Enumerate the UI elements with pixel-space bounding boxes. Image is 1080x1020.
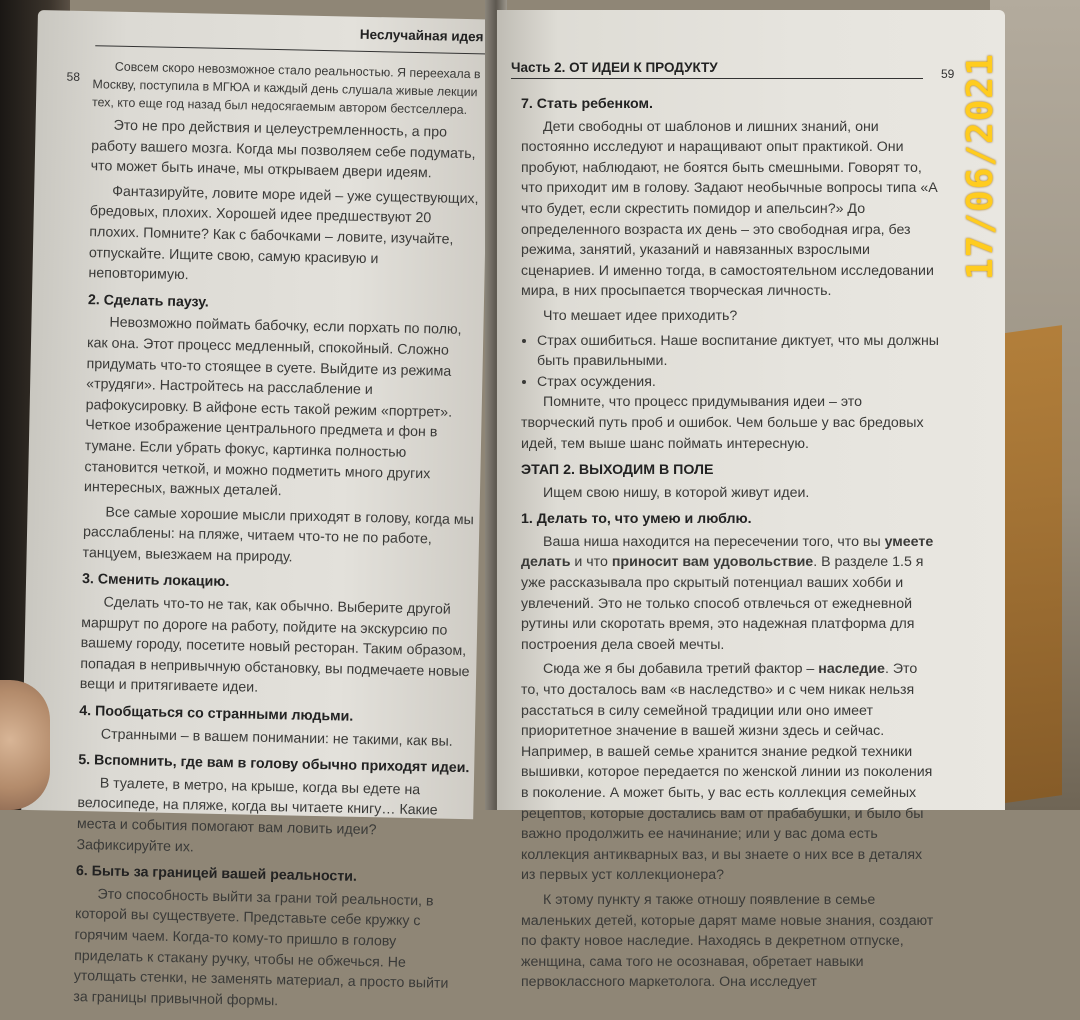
subheading: 2. Сделать паузу. <box>87 291 209 311</box>
bold-phrase: наследие <box>818 661 885 678</box>
paragraph: В туалете, в метро, на крыше, когда вы едете на велосипеде, на пляже, когда вы читаете книгу… Какие места и события помогают вам ловить идеи? Зафиксируйте их. <box>76 775 438 856</box>
right-header-rule <box>511 78 923 79</box>
paragraph: Это не про действия и целеустремленность, а про работу вашего мозга. Когда мы позволяем себе подумать, что может быть иначе, мы открываем двери идеям. <box>90 117 476 182</box>
section-heading: ЭТАП 2. ВЫХОДИМ В ПОЛЕ <box>521 462 714 479</box>
paragraph: Фантазируйте, ловите море идей – уже существующих, бредовых, плохих. Хорошей идее предшествуют 20 плохих. Помните? Как с бабочками – ловите, изучайте, отпускайте. Ищите свою, самую красивую и неповторимую. <box>88 183 479 284</box>
bullet-item: • Страх ошибиться. Наше воспитание диктует, что мы должны быть правильными. <box>537 331 939 372</box>
bold-phrase: приносит вам удовольствие <box>611 554 814 571</box>
thumb <box>0 680 50 810</box>
bullet-item: • Страх осуждения. <box>537 372 939 393</box>
subheading: 1. Делать то, что умею и люблю. <box>521 511 752 528</box>
paragraph: К этому пункту я также отношу появление в семье маленьких детей, которые дарят маме новые знания, создают по факту новое наследие. Находясь в декретном отпуске, женщина, сама того не осознавая, обретает навыки первоклассного маркетолога. Она исследует <box>521 891 934 991</box>
intro-paragraph: Совсем скоро невозможное стало реальностью. Я переехала в Москву, поступила в МГЮА и каждый день слушала живые лекции тех, кто еще год назад был недосягаемым автором бестселлера. <box>91 59 481 118</box>
text-run: Ваша ниша находится на пересечении того, что вы <box>543 533 885 550</box>
paragraph: Все самые хорошие мысли приходят в голову, когда мы расслаблены: на пляже, читаем что-то не по работе, танцуем, выезжаем на природу. <box>82 504 474 566</box>
paragraph: Это способность выйти за грани той реальности, в которой вы существуете. Представьте себе кружку с горячим чаем. Когда-то кому-то пришло в голову приделать к стакану ручку, чтобы не обжечься. Не утолщать стенки, не заменять материал, а просто выйти за границы привычной формы. <box>73 886 449 1009</box>
right-running-header: Часть 2. ОТ ИДЕИ К ПРОДУКТУ <box>511 60 718 75</box>
left-page <box>21 10 490 1009</box>
subheading: 3. Сменить локацию. <box>81 571 230 591</box>
paragraph: Сделать что-то не так, как обычно. Выберите другой маршрут по дороге на работу, пойдите на экскурсию по вашему городу, посетите новый ресторан. Таким образом, попадая в непривычную обстановку, вы подмечаете новые вещи и притягиваете идеи. <box>79 594 470 697</box>
subheading: 6. Быть за границей вашей реальности. <box>75 863 358 886</box>
subheading: 7. Стать ребенком. <box>521 96 653 112</box>
right-page-body <box>521 88 939 997</box>
bullet-list <box>521 331 939 393</box>
subheading: 4. Пообщаться со странными людьми. <box>79 703 354 725</box>
left-page-number: 58 <box>66 69 81 84</box>
paragraph: Ищем свою нишу, в которой живут идеи. <box>543 484 810 501</box>
paragraph <box>521 659 939 886</box>
left-page-body <box>73 57 485 1019</box>
paragraph: Что мешает идее приходить? <box>543 307 738 324</box>
text-run: Сюда же я бы добавила третий фактор – <box>543 661 819 678</box>
paragraph: Странными – в вашем понимании: не такими, как вы. <box>100 726 453 750</box>
paragraph: Невозможно поймать бабочку, если порхать по полю, как она. Этот процесс медленный, спокойный. Сложно придумать что-то стоящее в суете. Выйдите из режима «трудяги». Настройтесь на расслабление и рафокусировку. В айфоне есть такой режим «портрет». Четкое изображение центрального предмета и фон в тумане. Если убрать фокус, картинка полностью становится четкой, и можно подметить много других интересных, важных деталей. <box>83 314 462 500</box>
left-running-header: Неслучайная идея <box>359 26 484 45</box>
paragraph <box>521 532 939 656</box>
paragraph: Дети свободны от шаблонов и лишних знаний, они постоянно исследуют и наращивают опыт практикой. Они пробуют, наблюдают, не боятся быть смешными. Говорят то, что приходит им в голову. Задают необычные вопросы типа «А что будет, если скрестить помидор и апельсин?» До определенного возраста их день – это свободная игра, без режима, занятий, указаний и навязанных взрослыми сценариев. И именно тогда, в самостоятельном исследовании мира, в них просыпается творческая личность. <box>521 118 938 300</box>
date-stamp: 17/06/2021 <box>960 53 1001 280</box>
text-run: и что <box>570 554 612 571</box>
bold-phrase: умеете делать <box>521 533 934 571</box>
paragraph: Помните, что процесс придумывания идеи – это творческий путь проб и ошибок. Чем больше у вас бредовых идей, тем выше шанс поймать интересную. <box>521 394 924 452</box>
subheading: 5. Вспомнить, где вам в голову обычно приходят идеи. <box>78 752 470 777</box>
right-page <box>497 10 1005 991</box>
text-run: . Это то, что досталось вам «в наследство» и с чем никак нельзя расстаться в силу семейной традиции или оно имеет приоритетное значение в вашей жизни здесь и сейчас. Например, в вашей семье хранится знание редкой техники вышивки, которое передается по женской линии из поколения в поколение. А может быть, у вас есть коллекция семейных рецептов, которые достались вам от прабабушки, и было бы важно продолжить ее начинание; или у вас дома есть коллекция антикварных ваз, и вы знаете о них все в деталях из первых уст коллекционера? <box>521 661 933 884</box>
text-run: . В разделе 1.5 я уже рассказывала про скрытый потенциал ваших хобби и увлечений. Это не только способ отвлечься от ежедневной рутины или скоротать время, это надежная платформа для построения дела своей мечты. <box>521 554 924 653</box>
right-page-number: 59 <box>941 67 955 81</box>
